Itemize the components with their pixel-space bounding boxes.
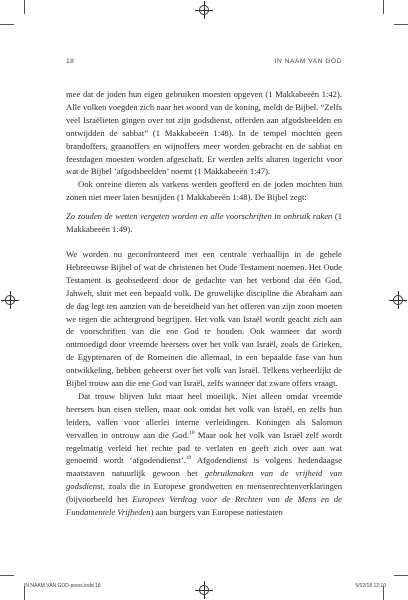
- body-text: [66, 88, 342, 519]
- crop-mark-tr-v: [383, 0, 384, 14]
- quote-text: Zo zouden de wetten vergeten worden en alle voorschriften in onbruik raken: [66, 211, 333, 222]
- paragraph-4-italic-1: gebruikmaken van de vrijheid van godsdienst: [66, 468, 342, 492]
- paragraph-3: We worden nu geconfronteerd met een centrale verhaallijn in de gehele Hebreeuwse Bijbel of wat de christenen het Oude Testament noemen. Het Oude Testament is geobsedeerd door de gedachte van het verbond dat één God, Jahweh, sluit met een bepaald volk. De gruwelijke discipline die Abraham aan de dag legt ten aanzien van de bereidheid van het offeren van zijn zoon moeten we tegen die achtergrond begrijpen. Het volk van Israël wordt geacht zich aan de voorschriften van die ene God te houden. Ook wanneer dat wordt ontmoedigd door vreemde heersers over het volk van Israël, zoals de Grieken, de Egyptenaren of de Romeinen die allemaal, in een bepaalde fase van hun ontwikkeling, hebben geheerst over het volk van Israël. Telkens verheerlijkt de Bijbel trouw aan die ene God van Israël, zelfs wanneer dat zware offers vraagt.: [66, 248, 342, 389]
- paragraph-4: [66, 390, 342, 519]
- paragraph-4-text-e: ) aan burgers van Europese natiestaten: [150, 507, 283, 518]
- block-quote: [66, 210, 342, 236]
- crop-mark-tr-h: [394, 24, 408, 25]
- print-slug: [24, 583, 386, 593]
- paragraph-4-text-d: , zoals die in Europese grondwetten en mensenrechtenverklaringen (bijvoorbeeld het: [66, 481, 342, 505]
- quote-reference: (1 Makkabeeën 1:49).: [66, 211, 342, 235]
- date-info: 5/02/18 12:10: [355, 583, 386, 589]
- registration-mark-right: [392, 294, 404, 306]
- crop-mark-tl-v: [24, 0, 25, 14]
- paragraph-4-italic-2: Europees Verdrag voor de Rechten van de Mens en de Fundamentele Vrijheden: [66, 494, 342, 518]
- page-number: 18: [66, 58, 75, 65]
- footnote-ref-19: 19: [185, 455, 192, 462]
- running-title: IN NAAM VAN GOD: [274, 58, 342, 65]
- paragraph-4-text-b: Maar ook het volk van Israël zelf wordt regelmatig verleid het rechte pad te verlaten en geeft zich over aan wat genoemd wordt ‘afgodendienst’.: [66, 429, 342, 466]
- paragraph-1: mee dat de joden hun eigen gebruiken moesten opgeven (1 Makkabeeën 1:42). Alle volken voegden zich naar het woord van de koning, meldt de Bijbel. “Zelfs veel Israëlieten gingen over tot zijn godsdienst, offerden aan afgodsbeelden en ontwijdden de sabbat” (1 Makkabeeën 1:48). In de tempel mochten geen brandoffers, graanoffers en wijnoffers meer worden gebracht en de sabbat en feestdagen moesten worden afgeschaft. Er werden zelfs altaren ingericht voor wat de Bijbel ‘afgodsbeelden’ noemt (1 Makkabeeën 1:47).: [66, 89, 342, 177]
- registration-mark-top: [198, 4, 210, 16]
- paragraph-2: Ook onreine dieren als varkens werden geofferd en de joden mochten hun zonen niet meer laten besnijden (1 Makkabeeën 1:48). De Bijbel zegt:: [66, 179, 342, 203]
- crop-mark-br-h: [394, 575, 408, 576]
- file-info: IN NAAM VAN GOD-press.indd 18: [24, 583, 101, 589]
- registration-mark-left: [4, 294, 16, 306]
- running-header: [66, 58, 342, 70]
- crop-mark-bl-h: [0, 575, 14, 576]
- paragraph-4-text-c: Afgodendienst is volgens hedendaagse maatstaven natuurlijk gewoon het: [66, 455, 342, 479]
- paragraph-4-text-a: Dat trouw blijven lukt maar heel moeilijk. Niet alleen omdat vreemde heersers hun eisen stellen, maar ook omdat het volk van Israël, en zelfs hun leiders, vallen voor allerlei interne verleidingen. Koningen als Salomon vervallen in ontrouw aan die God.: [66, 390, 342, 440]
- footnote-ref-18: 18: [189, 429, 195, 436]
- crop-mark-tl-h: [0, 24, 14, 25]
